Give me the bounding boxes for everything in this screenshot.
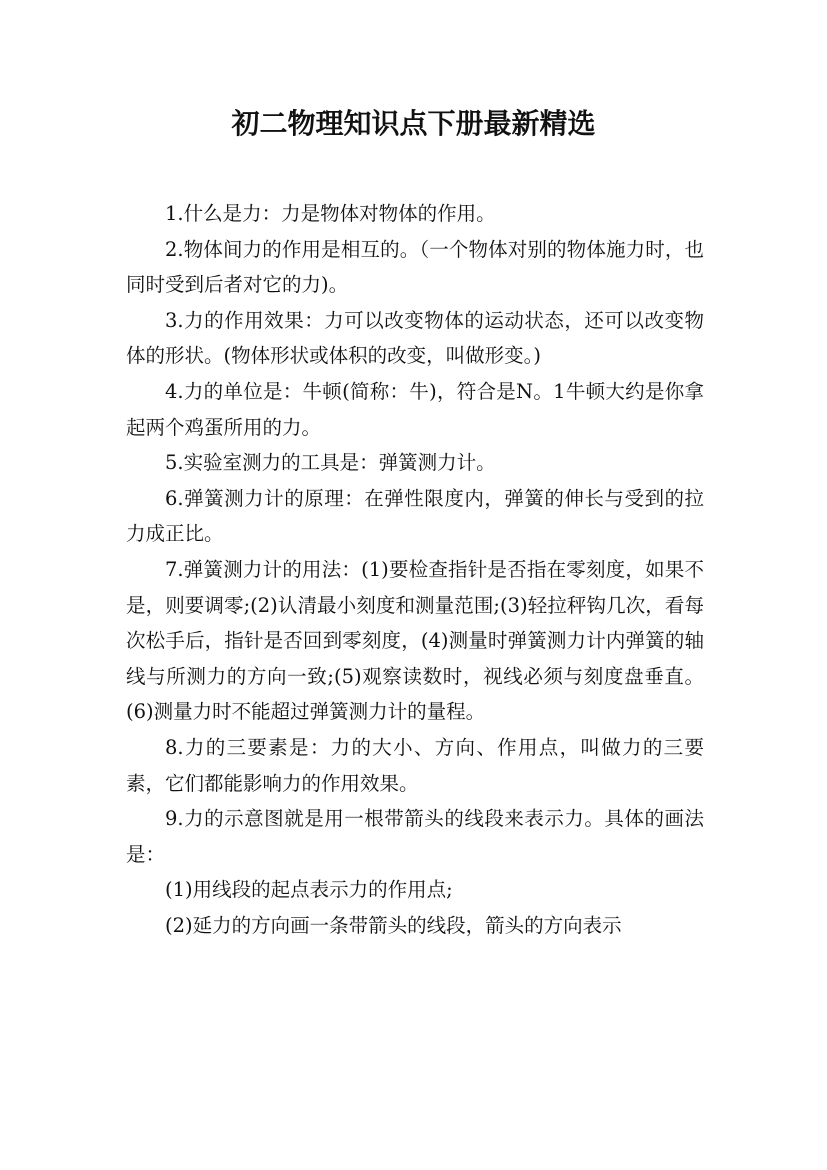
paragraph-2: 2.物体间力的作用是相互的。（一个物体对别的物体施力时，也同时受到后者对它的力)。 — [126, 237, 704, 297]
paragraph-9: 9.力的示意图就是用一根带箭头的线段来表示力。具体的画法是： — [126, 807, 704, 866]
paragraph-5: 5.实验室测力的工具是：弹簧测力计。 — [165, 451, 496, 475]
paragraph-1: 1.什么是力：力是物体对物体的作用。 — [165, 202, 496, 225]
paragraph-7: 7.弹簧测力计的用法：(1)要检查指针是否指在零刻度，如果不是，则要调零;(2)认清最小刻度和测量范围;(3)轻拉秤钩几次，看每次松手后，指针是否回到零刻度，(4)测量时弹簧测力计内弹簧的轴线与所测力的方向一致;(5)观察读数时，视线必须与刻度盘垂直。(6)测量力时不能超过弹簧测力计的量程。 — [126, 557, 704, 724]
paragraph-8: 8.力的三要素是：力的大小、方向、作用点，叫做力的三要素，它们都能影响力的作用效果。 — [126, 735, 704, 795]
document-title: 初二物理知识点下册最新精选 — [231, 107, 596, 140]
paragraph-4: 4.力的单位是：牛顿(简称：牛)，符合是N。1牛顿大约是你拿起两个鸡蛋所用的力。 — [126, 379, 704, 439]
document-body — [126, 196, 704, 943]
paragraph-6: 6.弹簧测力计的原理：在弹性限度内，弹簧的伸长与受到的拉力成正比。 — [126, 486, 704, 546]
paragraph-9-step-1: (1)用线段的起点表示力的作用点; — [165, 878, 453, 902]
paragraph-9-step-2: (2)延力的方向画一条带箭头的线段，箭头的方向表示 — [165, 913, 622, 937]
paragraph-3: 3.力的作用效果：力可以改变物体的运动状态，还可以改变物体的形状。(物体形状或体积的改变，叫做形变。) — [126, 308, 704, 368]
